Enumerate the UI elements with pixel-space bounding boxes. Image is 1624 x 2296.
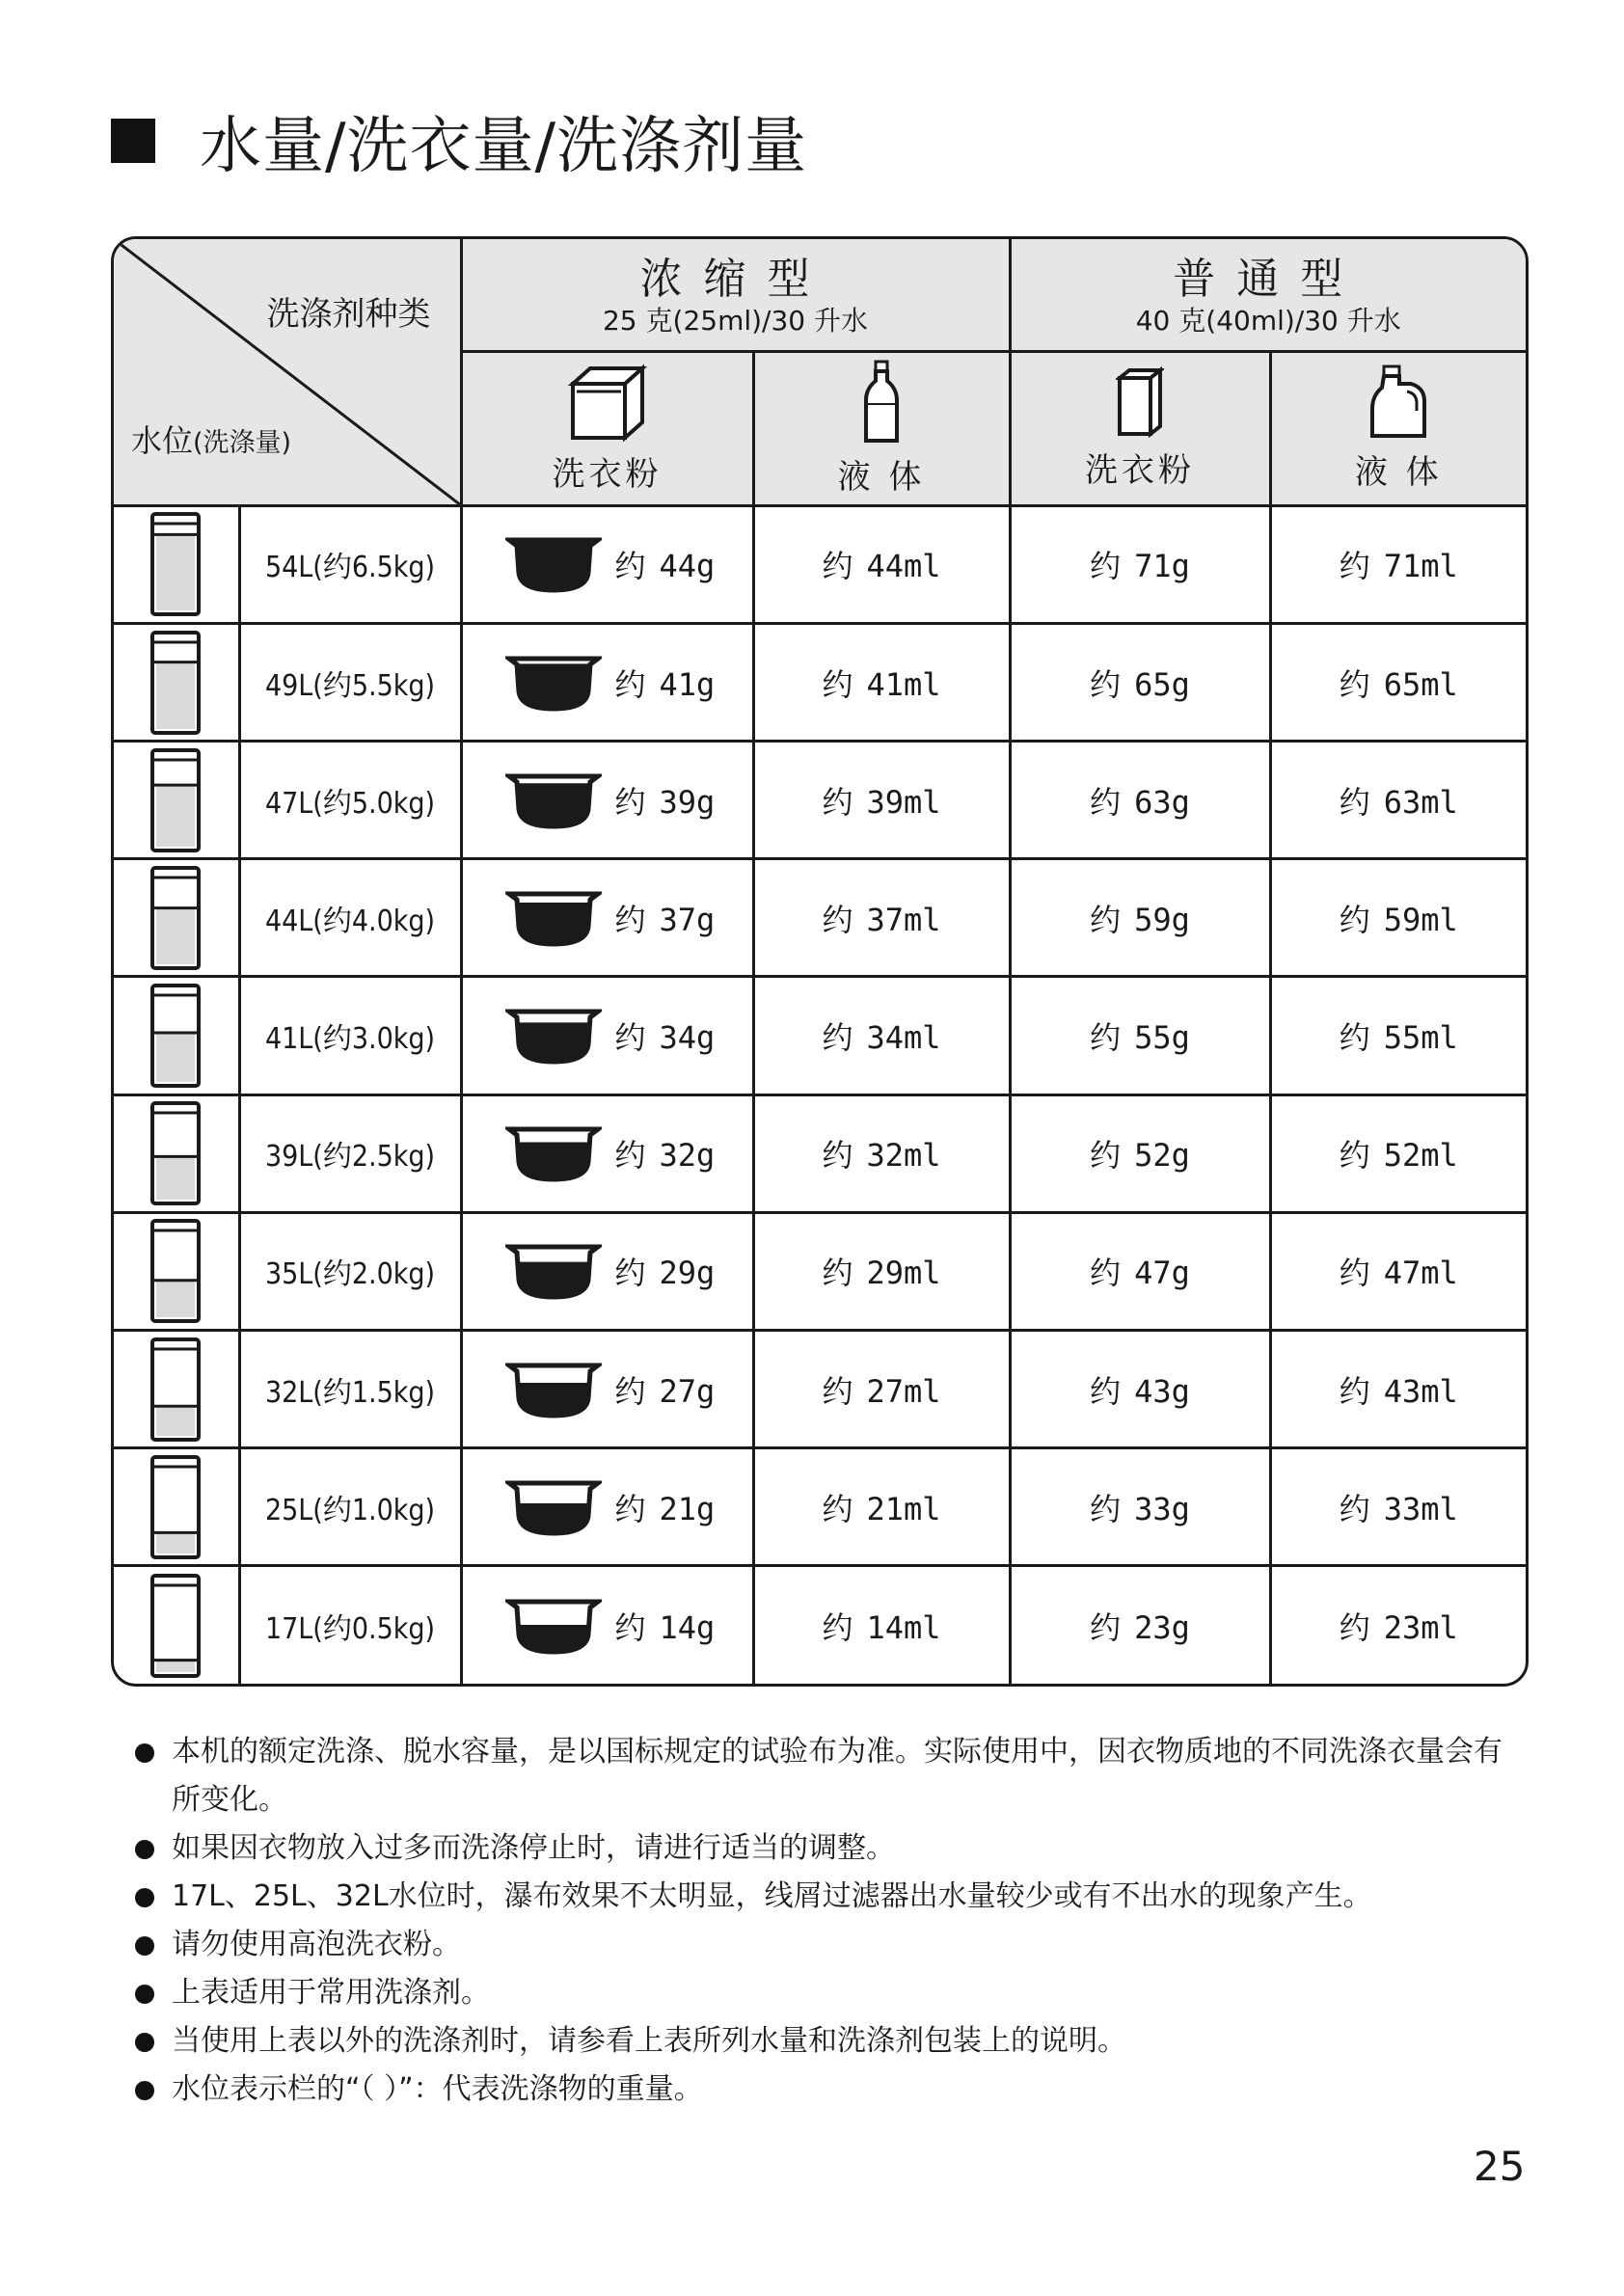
value: 39ml bbox=[866, 783, 941, 821]
water-fill bbox=[156, 1532, 195, 1553]
value: 52g bbox=[1134, 1137, 1190, 1175]
value: 37ml bbox=[866, 901, 941, 938]
concentrated-powder-cell: 约 44g bbox=[461, 505, 753, 623]
normal-liquid-cell: 约 23ml bbox=[1270, 1566, 1526, 1684]
water-level-label: 41L(约3.0kg) bbox=[239, 977, 461, 1094]
table-row bbox=[114, 1094, 1526, 1212]
bullet-icon bbox=[135, 1840, 154, 1859]
group-sub: 25 克(25ml)/30 升水 bbox=[602, 305, 869, 338]
water-level-icon-cell bbox=[114, 859, 239, 977]
value: 29ml bbox=[866, 1255, 941, 1292]
group-header-normal bbox=[1010, 239, 1526, 351]
water-level-label: 39L(约2.5kg) bbox=[239, 1094, 461, 1212]
value: 71g bbox=[1134, 548, 1190, 585]
value: 63ml bbox=[1383, 783, 1458, 821]
washer-level-icon bbox=[149, 1453, 203, 1561]
value: 32ml bbox=[866, 1137, 941, 1175]
bowl-fill bbox=[517, 1262, 590, 1297]
normal-liquid-cell: 约 43ml bbox=[1270, 1330, 1526, 1447]
concentrated-powder-cell: 约 29g bbox=[461, 1212, 753, 1330]
subheader-powder bbox=[461, 351, 753, 505]
bullet-icon bbox=[135, 1985, 154, 2004]
note-item: 上表适用于常用洗涤剂。 bbox=[135, 1969, 1504, 2017]
notes-list bbox=[135, 1728, 1504, 2114]
subheader-powder bbox=[1010, 351, 1270, 505]
value: 65g bbox=[1134, 665, 1190, 703]
note-item: 如果因衣物放入过多而洗涤停止时，请进行适当的调整。 bbox=[135, 1824, 1504, 1873]
title-square-icon bbox=[111, 119, 155, 163]
water-fill bbox=[156, 662, 195, 728]
bowl-fill bbox=[517, 903, 590, 944]
value: 33g bbox=[1134, 1490, 1190, 1527]
washer-level-icon bbox=[149, 864, 203, 972]
normal-powder-cell: 约 52g bbox=[1010, 1094, 1270, 1212]
subheader-liquid bbox=[753, 351, 1010, 505]
normal-powder-cell: 约 63g bbox=[1010, 742, 1270, 859]
water-level-label: 25L(约1.0kg) bbox=[239, 1448, 461, 1566]
page-title-block bbox=[111, 96, 807, 185]
value: 32g bbox=[659, 1137, 716, 1175]
header-corner-cell bbox=[114, 239, 461, 505]
bowl-fill bbox=[517, 1383, 590, 1416]
value: 47g bbox=[1134, 1255, 1190, 1292]
note-item: 本机的额定洗涤、脱水容量，是以国标规定的试验布为准。实际使用中，因衣物质地的不同洗涤衣量会有所变化。 bbox=[135, 1728, 1504, 1824]
detergent-bowl-icon bbox=[505, 651, 602, 715]
normal-liquid-cell: 约 59ml bbox=[1270, 859, 1526, 977]
normal-powder-cell: 约 47g bbox=[1010, 1212, 1270, 1330]
table-row bbox=[114, 977, 1526, 1094]
normal-liquid-cell: 约 33ml bbox=[1270, 1448, 1526, 1566]
value: 59ml bbox=[1383, 901, 1458, 938]
value: 43ml bbox=[1383, 1372, 1458, 1410]
table-row bbox=[114, 742, 1526, 859]
group-sub: 40 克(40ml)/30 升水 bbox=[1135, 305, 1401, 338]
note-item: 17L、25L、32L水位时，瀑布效果不太明显，线屑过滤器出水量较少或有不出水的现象产生。 bbox=[135, 1873, 1504, 1921]
detergent-bowl-icon bbox=[505, 1594, 602, 1658]
concentrated-liquid-cell: 约 34ml bbox=[753, 977, 1010, 1094]
value: 34ml bbox=[866, 1019, 941, 1057]
water-fill bbox=[156, 1281, 195, 1317]
value: 34g bbox=[659, 1019, 716, 1057]
normal-powder-cell: 约 33g bbox=[1010, 1448, 1270, 1566]
value: 47ml bbox=[1383, 1255, 1458, 1292]
concentrated-powder-cell: 约 41g bbox=[461, 624, 753, 742]
subheader-label: 洗衣粉 bbox=[552, 454, 663, 494]
water-level-icon-cell bbox=[114, 1448, 239, 1566]
detergent-bowl-icon bbox=[505, 886, 602, 950]
value: 23g bbox=[1134, 1608, 1190, 1646]
water-fill bbox=[156, 1660, 195, 1671]
detergent-bowl-icon bbox=[505, 1004, 602, 1067]
subheader-label: 液 体 bbox=[1354, 452, 1443, 492]
value: 43g bbox=[1134, 1372, 1190, 1410]
concentrated-powder-cell: 约 27g bbox=[461, 1330, 753, 1447]
value: 39g bbox=[659, 783, 716, 821]
corner-diagonal bbox=[114, 239, 460, 504]
concentrated-powder-cell: 约 32g bbox=[461, 1094, 753, 1212]
value: 44ml bbox=[866, 548, 941, 585]
washer-level-icon bbox=[149, 746, 203, 854]
value: 41ml bbox=[866, 665, 941, 703]
water-fill bbox=[156, 1033, 195, 1082]
concentrated-liquid-cell: 约 44ml bbox=[753, 505, 1010, 623]
concentrated-liquid-cell: 约 27ml bbox=[753, 1330, 1010, 1447]
value: 71ml bbox=[1383, 548, 1458, 585]
water-level-icon-cell bbox=[114, 624, 239, 742]
liquid-bottle-icon bbox=[862, 360, 901, 445]
detergent-bowl-icon bbox=[505, 1121, 602, 1185]
concentrated-powder-cell: 约 14g bbox=[461, 1566, 753, 1684]
note-item: 水位表示栏的“（ ）”：代表洗涤物的重量。 bbox=[135, 2066, 1504, 2114]
washer-level-icon bbox=[149, 1099, 203, 1207]
normal-powder-cell: 约 55g bbox=[1010, 977, 1270, 1094]
water-fill bbox=[156, 908, 195, 964]
water-fill bbox=[156, 1406, 195, 1436]
normal-liquid-cell: 约 65ml bbox=[1270, 624, 1526, 742]
detergent-type-label: 洗涤剂种类 bbox=[266, 295, 431, 334]
water-level-icon-cell bbox=[114, 1330, 239, 1447]
bullet-icon bbox=[135, 2033, 154, 2052]
water-fill bbox=[156, 1157, 195, 1201]
detergent-bowl-icon bbox=[505, 1475, 602, 1539]
concentrated-liquid-cell: 约 14ml bbox=[753, 1566, 1010, 1684]
normal-liquid-cell: 约 47ml bbox=[1270, 1212, 1526, 1330]
subheader-label: 洗衣粉 bbox=[1085, 450, 1195, 490]
bowl-fill bbox=[517, 783, 590, 826]
value: 37g bbox=[659, 901, 716, 938]
washer-level-icon bbox=[149, 510, 203, 618]
value: 44g bbox=[659, 548, 716, 585]
table-row bbox=[114, 1566, 1526, 1684]
water-level-label: 水位(洗涤量) bbox=[131, 421, 292, 459]
powder-box-icon bbox=[567, 363, 648, 442]
water-fill bbox=[156, 785, 195, 847]
powder-box-icon bbox=[1116, 366, 1164, 438]
value: 63g bbox=[1134, 783, 1190, 821]
water-level-label: 35L(约2.0kg) bbox=[239, 1212, 461, 1330]
water-fill bbox=[156, 535, 195, 611]
subheader-liquid bbox=[1270, 351, 1526, 505]
table-row bbox=[114, 624, 1526, 742]
concentrated-liquid-cell: 约 21ml bbox=[753, 1448, 1010, 1566]
value: 29g bbox=[659, 1255, 716, 1292]
concentrated-liquid-cell: 约 41ml bbox=[753, 624, 1010, 742]
water-level-label: 44L(约4.0kg) bbox=[239, 859, 461, 977]
note-item: 当使用上表以外的洗涤剂时，请参看上表所列水量和洗涤剂包装上的说明。 bbox=[135, 2017, 1504, 2066]
water-level-label: 32L(约1.5kg) bbox=[239, 1330, 461, 1447]
value: 21ml bbox=[866, 1490, 941, 1527]
bullet-icon bbox=[135, 1888, 154, 1907]
table-row bbox=[114, 505, 1526, 623]
bullet-icon bbox=[135, 2081, 154, 2100]
value: 55ml bbox=[1383, 1019, 1458, 1057]
water-level-icon-cell bbox=[114, 505, 239, 623]
value: 41g bbox=[659, 665, 716, 703]
washer-level-icon bbox=[149, 629, 203, 737]
washer-level-icon bbox=[149, 1572, 203, 1680]
normal-powder-cell: 约 23g bbox=[1010, 1566, 1270, 1684]
concentrated-liquid-cell: 约 39ml bbox=[753, 742, 1010, 859]
water-level-label: 54L(约6.5kg) bbox=[239, 505, 461, 623]
value: 33ml bbox=[1383, 1490, 1458, 1527]
normal-liquid-cell: 约 63ml bbox=[1270, 742, 1526, 859]
concentrated-powder-cell: 约 21g bbox=[461, 1448, 753, 1566]
normal-powder-cell: 约 71g bbox=[1010, 505, 1270, 623]
liquid-jug-icon bbox=[1368, 365, 1428, 440]
value: 14ml bbox=[866, 1608, 941, 1646]
concentrated-liquid-cell: 约 37ml bbox=[753, 859, 1010, 977]
bullet-icon bbox=[135, 1936, 154, 1956]
concentrated-powder-cell: 约 37g bbox=[461, 859, 753, 977]
concentrated-liquid-cell: 约 32ml bbox=[753, 1094, 1010, 1212]
detergent-bowl-icon bbox=[505, 769, 602, 832]
table-row bbox=[114, 1448, 1526, 1566]
value: 55g bbox=[1134, 1019, 1190, 1057]
value: 14g bbox=[659, 1608, 716, 1646]
concentrated-liquid-cell: 约 29ml bbox=[753, 1212, 1010, 1330]
group-header-concentrated bbox=[461, 239, 1010, 351]
normal-powder-cell: 约 65g bbox=[1010, 624, 1270, 742]
water-level-icon-cell bbox=[114, 1094, 239, 1212]
normal-powder-cell: 约 43g bbox=[1010, 1330, 1270, 1447]
table-row bbox=[114, 1330, 1526, 1447]
value: 52ml bbox=[1383, 1137, 1458, 1175]
normal-liquid-cell: 约 52ml bbox=[1270, 1094, 1526, 1212]
water-level-label: 49L(约5.5kg) bbox=[239, 624, 461, 742]
page-number: 25 bbox=[1474, 2143, 1526, 2190]
washer-level-icon bbox=[149, 1217, 203, 1325]
water-level-icon-cell bbox=[114, 742, 239, 859]
value: 59g bbox=[1134, 901, 1190, 938]
washer-level-icon bbox=[149, 1336, 203, 1444]
normal-liquid-cell: 约 55ml bbox=[1270, 977, 1526, 1094]
group-name: 浓缩型 bbox=[639, 255, 831, 305]
value: 65ml bbox=[1383, 665, 1458, 703]
water-level-icon-cell bbox=[114, 977, 239, 1094]
bowl-fill bbox=[517, 1143, 590, 1180]
page-title: 水量/洗衣量/洗涤剂量 bbox=[200, 111, 808, 182]
detergent-bowl-icon bbox=[505, 1239, 602, 1303]
note-item: 请勿使用高泡洗衣粉。 bbox=[135, 1921, 1504, 1969]
normal-liquid-cell: 约 71ml bbox=[1270, 505, 1526, 623]
detergent-bowl-icon bbox=[505, 532, 602, 596]
table-row bbox=[114, 1212, 1526, 1330]
water-level-icon-cell bbox=[114, 1212, 239, 1330]
water-level-label: 47L(约5.0kg) bbox=[239, 742, 461, 859]
value: 27ml bbox=[866, 1372, 941, 1410]
table-row bbox=[114, 859, 1526, 977]
concentrated-powder-cell: 约 34g bbox=[461, 977, 753, 1094]
washer-level-icon bbox=[149, 982, 203, 1090]
water-level-icon-cell bbox=[114, 1566, 239, 1684]
bowl-fill bbox=[517, 663, 590, 709]
value: 27g bbox=[659, 1372, 716, 1410]
subheader-label: 液 体 bbox=[837, 457, 926, 497]
bullet-icon bbox=[135, 1743, 154, 1763]
water-level-label: 17L(约0.5kg) bbox=[239, 1566, 461, 1684]
detergent-table bbox=[111, 236, 1529, 1687]
value: 23ml bbox=[1383, 1608, 1458, 1646]
normal-powder-cell: 约 59g bbox=[1010, 859, 1270, 977]
value: 21g bbox=[659, 1490, 716, 1527]
detergent-bowl-icon bbox=[505, 1358, 602, 1421]
bowl-fill bbox=[517, 1022, 590, 1062]
group-name: 普通型 bbox=[1173, 255, 1365, 305]
bowl-fill bbox=[517, 543, 590, 591]
concentrated-powder-cell: 约 39g bbox=[461, 742, 753, 859]
